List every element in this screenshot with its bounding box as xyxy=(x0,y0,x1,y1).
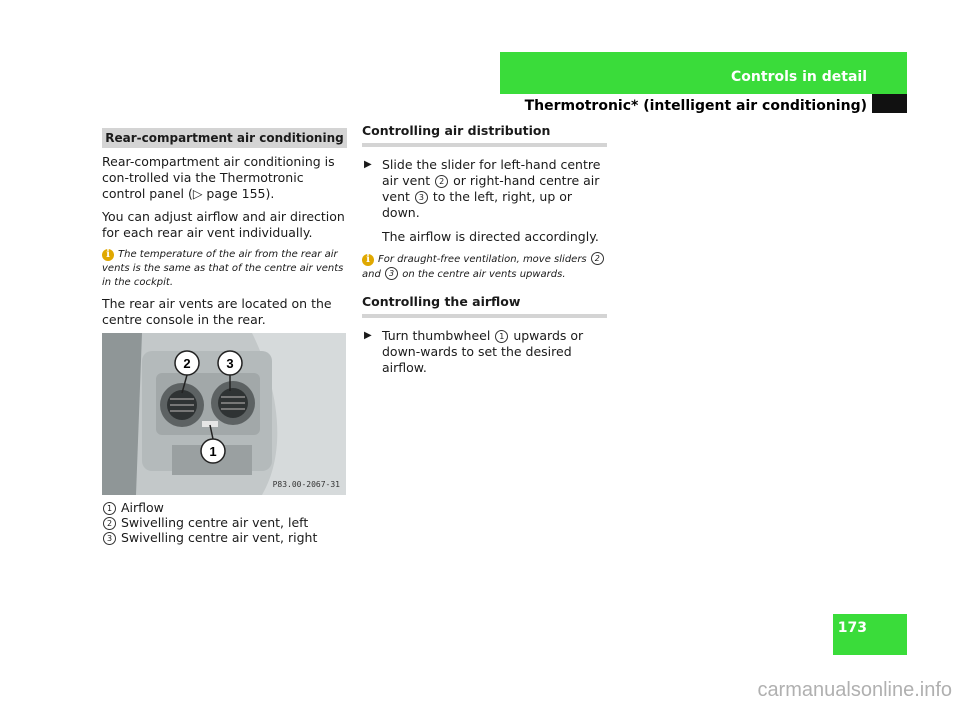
ref-number: 3 xyxy=(415,191,428,204)
vents-illustration xyxy=(102,333,346,495)
ref-number: 2 xyxy=(435,175,448,188)
ref-number: 1 xyxy=(495,330,508,343)
callout-2: 2 xyxy=(183,356,191,371)
legend-number: 3 xyxy=(103,532,116,545)
step-text: Slide the slider for left-hand centre air vent xyxy=(382,157,601,188)
note-text: For draught-free ventilation, move sliders xyxy=(378,254,587,265)
watermark[interactable]: carmanualsonline.info xyxy=(757,679,952,701)
note-text: and xyxy=(362,269,381,280)
ref-number: 3 xyxy=(385,267,398,280)
step-text: Turn thumbwheel xyxy=(382,328,491,343)
info-icon: i xyxy=(362,254,374,266)
legend-text: Swivelling centre air vent, left xyxy=(120,515,309,530)
note-text: The temperature of the air from the rear air vents is the same as that of the centre air vents in the cockpit. xyxy=(102,249,344,288)
section-title: Thermotronic* (intelligent air conditioning) xyxy=(524,98,867,114)
legend-number: 1 xyxy=(103,502,116,515)
step-text: to the left, right, up or down. xyxy=(382,189,573,220)
callout-1: 1 xyxy=(209,444,217,459)
photo-code: P83.00-2067-31 xyxy=(272,480,340,489)
triangle-right-icon: ▶ xyxy=(364,330,372,341)
step-text: upwards or down-wards to set the desired airflow. xyxy=(382,328,584,375)
instruction-step xyxy=(362,157,607,221)
legend xyxy=(102,500,317,545)
right-column xyxy=(362,123,607,384)
sub-heading: Controlling the airflow xyxy=(362,294,607,318)
ref-number: 2 xyxy=(591,252,604,265)
section-heading: Rear-compartment air conditioning xyxy=(102,128,347,148)
legend-item xyxy=(102,530,317,545)
chapter-title: Controls in detail xyxy=(731,69,867,85)
note-text: on the centre air vents upwards. xyxy=(402,269,566,280)
page-number: 173 xyxy=(837,620,867,636)
tab-marker xyxy=(872,94,907,113)
info-note xyxy=(102,248,347,290)
sub-heading: Controlling air distribution xyxy=(362,123,607,147)
info-icon: i xyxy=(102,249,114,261)
paragraph: The rear air vents are located on the centre console in the rear. xyxy=(102,296,332,327)
paragraph: Rear-compartment air conditioning is con-trolled via the Thermotronic control panel (▷ page 155). xyxy=(102,154,335,201)
info-note xyxy=(362,252,607,282)
result-text: The airflow is directed accordingly. xyxy=(382,229,599,244)
legend-text: Airflow xyxy=(120,500,164,515)
instruction-step xyxy=(362,328,607,376)
triangle-right-icon: ▶ xyxy=(364,159,372,170)
legend-text: Swivelling centre air vent, right xyxy=(120,530,318,545)
callout-3: 3 xyxy=(226,356,234,371)
legend-item xyxy=(102,515,317,530)
legend-number: 2 xyxy=(103,517,116,530)
rear-vents-photo xyxy=(102,333,346,495)
legend-item xyxy=(102,500,317,515)
step-text: or right-hand centre air vent xyxy=(382,173,600,204)
paragraph: You can adjust airflow and air direction for each rear air vent individually. xyxy=(102,209,345,240)
left-column xyxy=(102,128,347,335)
